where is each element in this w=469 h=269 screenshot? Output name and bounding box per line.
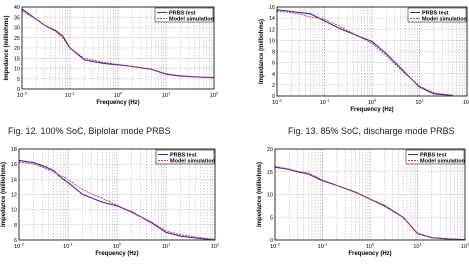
y-tick-label: 35 [13,15,20,22]
legend-label: Model simulation [422,16,467,23]
chart-1 [4,5,219,106]
y-tick-label: 10 [13,66,20,73]
x-tick-label: $10^{-2}$ [272,97,282,106]
y-tick-label: 5 [16,76,20,83]
y-tick-label: 15 [13,56,20,63]
y-tick-label: 15 [266,169,273,176]
y-tick-label: 12 [10,192,17,199]
y-tick-label: 16 [268,5,275,11]
legend-label: PRBS test [170,152,197,159]
y-tick-label: 20 [13,46,20,52]
x-tick-label: $10^0$ [113,90,123,99]
legend-label: Model simulation [420,158,465,165]
x-tick-label: $10^1$ [413,241,422,250]
x-axis-label: Frequency (Hz) [348,251,392,257]
y-tick-label: 16 [10,162,17,169]
figure-caption-13: Fig. 13. 85% SoC, discharge mode PRBS [288,126,455,136]
figure-caption-12: Fig. 12. 100% SoC, Biplolar mode PRBS [8,126,171,136]
x-tick-label: $10^1$ [415,97,424,106]
y-tick-label: 10 [268,38,275,45]
x-tick-label: $10^1$ [161,241,171,250]
x-tick-label: $10^2$ [460,241,469,250]
legend-label: PRBS test [169,10,196,17]
x-axis-label: Frequency (Hz) [96,100,140,106]
x-tick-label: $10^{-2}$ [270,241,280,250]
y-tick-label: 30 [13,25,20,32]
y-tick-label: 6 [271,60,275,67]
y-tick-label: 12 [268,27,275,34]
x-tick-label: $10^2$ [209,90,219,99]
x-tick-label: $10^1$ [161,90,171,99]
x-tick-label: $10^{-1}$ [65,90,75,99]
y-tick-label: 8 [271,49,275,56]
y-tick-label: 20 [266,147,273,153]
y-axis-label: Impedance (milliohms) [259,18,265,85]
y-tick-label: 6 [13,238,17,244]
x-tick-label: $10^{-1}$ [317,241,328,250]
y-tick-label: 14 [10,177,17,184]
legend [155,8,215,23]
legend-label: PRBS test [420,152,447,159]
x-tick-label: $10^{-1}$ [63,241,73,250]
legend [406,150,466,165]
x-tick-label: $10^{-1}$ [319,97,330,106]
legend [408,8,468,23]
legend [156,150,216,165]
x-tick-label: 10 [462,100,469,106]
y-tick-label: 0 [271,94,275,100]
legend-label: Model simulation [170,158,215,165]
y-tick-label: 18 [10,147,17,153]
y-tick-label: 40 [13,5,20,11]
x-tick-label: $10^2$ [210,241,220,250]
x-tick-label: $10^0$ [367,97,377,106]
x-tick-label: $10^{-2}$ [14,241,24,250]
x-tick-label: $10^{-2}$ [17,90,27,99]
y-tick-label: 0 [269,238,273,244]
legend-label: PRBS test [422,10,449,17]
x-axis-label: Frequency (Hz) [95,251,139,257]
y-axis-label: Impedance (milliohms) [4,15,10,81]
chart-2 [259,5,469,113]
y-tick-label: 14 [268,16,275,23]
x-axis-label: Frequency (Hz) [350,107,394,113]
legend-label: Model simulation [169,16,214,23]
y-tick-label: 5 [269,215,273,222]
y-tick-label: 10 [10,207,17,214]
y-tick-label: 8 [13,222,17,229]
y-axis-label: Impedance (milliohms) [257,161,263,228]
x-tick-label: $10^0$ [112,241,122,250]
y-tick-label: 4 [271,71,275,78]
x-tick-label: $10^0$ [365,241,375,250]
y-tick-label: 25 [13,35,20,42]
y-axis-label: Impedance (milliohms) [1,161,7,228]
y-tick-label: 0 [16,87,20,93]
chart-3 [1,147,220,257]
y-tick-label: 2 [271,82,275,89]
y-tick-label: 10 [266,192,273,199]
chart-4 [257,147,469,257]
